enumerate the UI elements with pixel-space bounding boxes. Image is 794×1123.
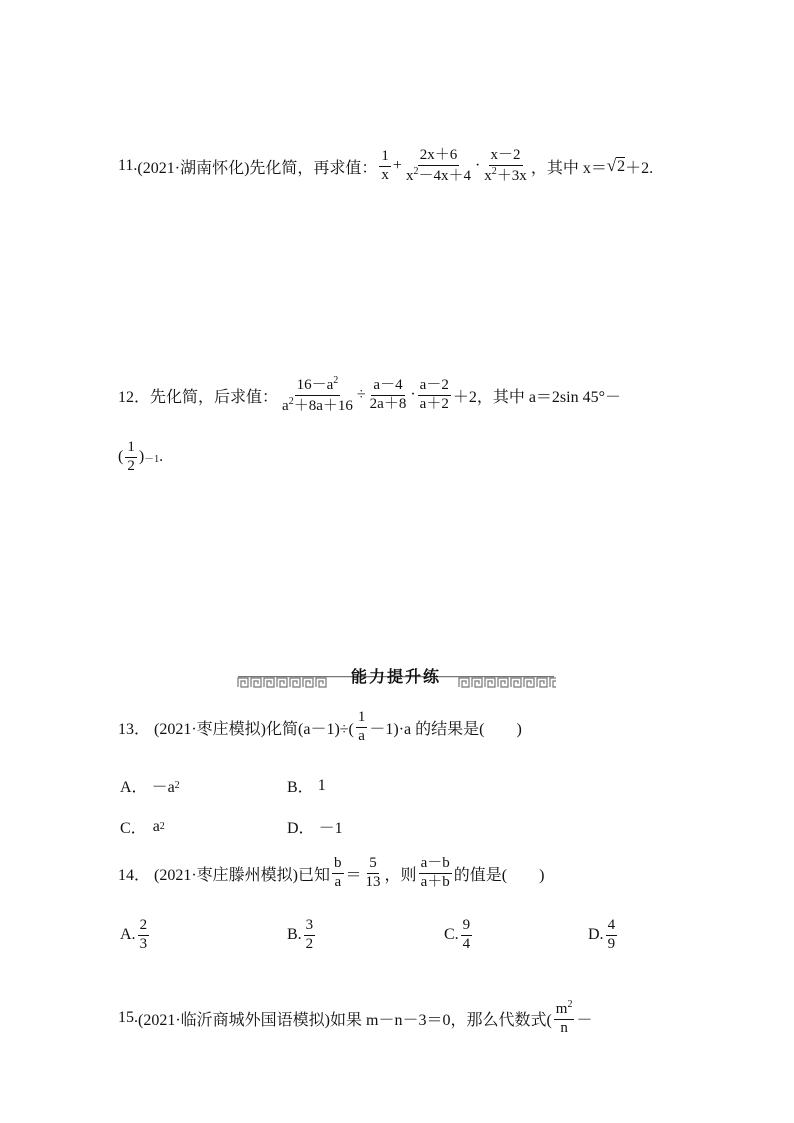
denominator xyxy=(482,166,529,185)
section-title: 能力提升练 xyxy=(350,667,441,686)
condition-text: ，其中 x＝ xyxy=(530,159,607,177)
question-number: 12． xyxy=(118,388,151,406)
fraction xyxy=(482,148,529,185)
numerator: 1 xyxy=(379,149,391,167)
question-tail: － xyxy=(576,1011,593,1029)
option-d xyxy=(588,918,619,953)
denominator: a xyxy=(358,727,365,744)
option-b xyxy=(287,774,326,797)
operator: · xyxy=(410,386,416,404)
option-label: A. xyxy=(120,926,136,944)
question-text: 化简(a－1)÷( xyxy=(266,720,354,738)
question-source: (2021·枣庄模拟) xyxy=(154,720,267,738)
denominator: a xyxy=(334,873,342,890)
question-number: 13． xyxy=(118,720,151,738)
denominator xyxy=(404,166,473,185)
term: a xyxy=(282,397,289,414)
question-source: (2021·临沂商城外国语模拟) xyxy=(138,1011,330,1029)
option-label: B. xyxy=(287,926,302,944)
option-label: D． xyxy=(287,820,315,837)
exponent: 2 xyxy=(174,780,180,791)
radical-icon: √ xyxy=(606,156,617,176)
question-text: 已知 xyxy=(298,866,331,884)
term: ＋3x xyxy=(496,167,527,184)
denominator xyxy=(280,396,355,415)
option-c xyxy=(120,815,165,838)
paren-close: ) xyxy=(138,448,145,466)
option-value: －a xyxy=(151,779,175,796)
exponent: 2 xyxy=(567,999,573,1010)
fraction xyxy=(138,918,150,953)
operator: · xyxy=(474,157,481,175)
numerator: 5 xyxy=(367,856,379,874)
question-12-line-2 xyxy=(118,440,163,475)
question-source: (2021·枣庄滕州模拟) xyxy=(154,866,299,884)
fraction xyxy=(606,918,618,953)
numerator: b xyxy=(332,856,344,874)
option-value: 1 xyxy=(317,776,326,794)
term: x xyxy=(405,167,414,184)
question-text: 先化简，后求值： xyxy=(150,388,279,406)
denominator: 9 xyxy=(607,935,616,952)
numerator: 2 xyxy=(138,918,150,936)
question-text: －1)·a 的结果是( ) xyxy=(369,720,522,738)
option-a xyxy=(120,774,180,797)
section-header xyxy=(236,664,556,694)
numerator: 1 xyxy=(125,440,137,458)
question-text: 的值是( ) xyxy=(453,866,545,884)
fraction xyxy=(404,148,473,185)
option-label: C． xyxy=(120,820,147,837)
operator: + xyxy=(392,157,402,175)
question-tail: ＋2，其中 a＝2sin 45°－ xyxy=(452,388,622,406)
numerator: x－2 xyxy=(489,148,523,166)
question-text: 如果 m－n－3＝0，那么代数式( xyxy=(330,1011,552,1029)
denominator: x xyxy=(381,166,389,183)
denominator: 2 xyxy=(127,457,135,474)
numerator: a－2 xyxy=(418,378,451,396)
question-number: 15. xyxy=(118,1009,138,1027)
question-number: 11. xyxy=(118,157,138,175)
option-label: D. xyxy=(588,926,604,944)
question-13 xyxy=(118,710,522,745)
fraction xyxy=(419,856,452,891)
fraction xyxy=(379,149,391,184)
square-root xyxy=(607,156,625,176)
option-c xyxy=(444,918,474,953)
fraction xyxy=(304,918,316,953)
denominator: 4 xyxy=(462,935,471,952)
option-label: A． xyxy=(120,779,148,796)
fraction xyxy=(554,1000,575,1037)
question-number: 14． xyxy=(118,866,151,884)
numerator: 2x＋6 xyxy=(418,148,460,166)
numerator xyxy=(554,1000,575,1020)
numerator: 4 xyxy=(606,918,618,936)
paren-open: ( xyxy=(118,448,124,466)
fraction xyxy=(332,856,344,891)
operator: ＝ xyxy=(345,866,362,884)
exponent: 2 xyxy=(491,165,497,177)
fraction xyxy=(125,440,137,475)
denominator: a＋2 xyxy=(419,395,449,412)
exponent: －1 xyxy=(144,453,160,465)
denominator: a＋b xyxy=(420,873,450,890)
numerator: 1 xyxy=(356,710,368,728)
radicand: 2 xyxy=(617,158,626,176)
question-text: ，则 xyxy=(384,866,417,884)
question-14 xyxy=(118,856,544,891)
fraction xyxy=(368,378,409,413)
exponent: 2 xyxy=(333,375,339,386)
fraction xyxy=(280,376,355,415)
fraction xyxy=(364,856,383,891)
exponent: 2 xyxy=(288,395,294,407)
option-b xyxy=(287,918,317,953)
term: 16－a xyxy=(296,377,334,393)
exponent: 2 xyxy=(159,821,165,832)
denominator: 2a＋8 xyxy=(369,395,407,412)
condition-end: ＋2. xyxy=(625,159,654,177)
option-label: C. xyxy=(444,926,459,944)
question-12 xyxy=(118,376,621,415)
option-a xyxy=(120,918,151,953)
question-text: 先化简，再求值： xyxy=(249,159,378,177)
option-value: －1 xyxy=(318,820,343,837)
fraction xyxy=(356,710,368,745)
term: ＋8a＋16 xyxy=(293,397,353,414)
exponent: 2 xyxy=(413,165,419,177)
numerator: a－4 xyxy=(371,378,404,396)
option-label: B． xyxy=(287,779,314,796)
option-value: a xyxy=(152,817,160,835)
fraction xyxy=(461,918,473,953)
numerator: a－b xyxy=(419,856,452,874)
numerator xyxy=(295,376,341,396)
question-source: (2021·湖南怀化) xyxy=(137,159,250,177)
denominator: 13 xyxy=(365,873,381,890)
denominator: n xyxy=(560,1019,568,1036)
numerator: 3 xyxy=(304,918,316,936)
denominator: 2 xyxy=(305,935,314,952)
question-15 xyxy=(118,1000,592,1037)
option-d xyxy=(287,815,343,838)
term: －4x＋4 xyxy=(418,167,471,184)
operator: ÷ xyxy=(356,386,366,404)
question-11 xyxy=(118,148,653,185)
denominator: 3 xyxy=(139,935,148,952)
term: m xyxy=(555,1001,568,1017)
fraction xyxy=(418,378,451,413)
numerator: 9 xyxy=(461,918,473,936)
period: . xyxy=(159,448,164,466)
term: x xyxy=(484,167,492,184)
